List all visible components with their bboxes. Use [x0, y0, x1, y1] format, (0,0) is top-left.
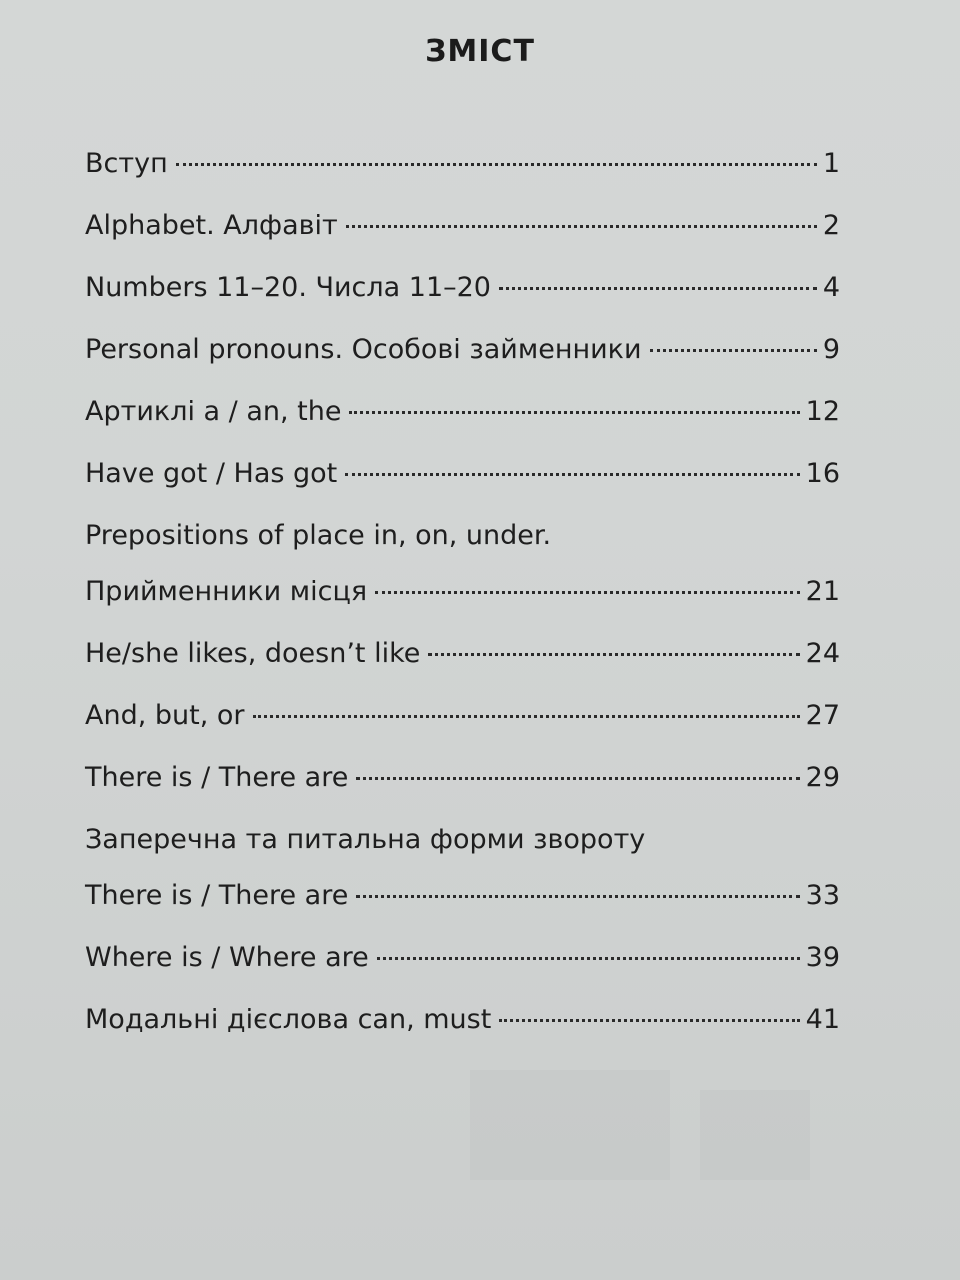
dot-leader	[345, 473, 799, 476]
toc-entry	[85, 942, 840, 986]
toc-entry	[85, 334, 840, 378]
toc-entry-page: 21	[805, 576, 840, 607]
toc-entry	[85, 880, 840, 924]
toc-entry-title: Prepositions of place in, on, under.	[85, 520, 552, 551]
toc-entry	[85, 762, 840, 806]
dot-leader	[375, 591, 799, 594]
toc-entry-title: Модальні дієслова can, must	[85, 1004, 492, 1035]
dot-leader	[499, 287, 817, 290]
dot-leader	[650, 349, 817, 352]
toc-entry-title: Артиклі a / an, the	[85, 396, 342, 427]
toc-entry-page: 12	[805, 396, 840, 427]
toc-entry-title: Прийменники місця	[85, 576, 368, 607]
bleed-through-block	[700, 1090, 810, 1180]
dot-leader	[346, 225, 817, 228]
dot-leader	[349, 411, 799, 414]
toc-entry-page: 2	[822, 210, 840, 241]
toc-entry	[85, 576, 840, 620]
toc-entry-title: Personal pronouns. Особові займенники	[85, 334, 642, 365]
toc-entry-title: Заперечна та питальна форми звороту	[85, 824, 646, 855]
toc-entry	[85, 1004, 840, 1048]
toc-entry-page: 24	[805, 638, 840, 669]
toc-entry-title: Alphabet. Алфавіт	[85, 210, 338, 241]
toc-entry	[85, 638, 840, 682]
bleed-through-block	[470, 1070, 670, 1180]
toc-entry-heading	[85, 520, 840, 564]
dot-leader	[377, 957, 800, 960]
toc-entry-page: 16	[805, 458, 840, 489]
toc-entry-title: There is / There are	[85, 762, 349, 793]
dot-leader	[356, 777, 799, 780]
toc-entry-page: 41	[805, 1004, 840, 1035]
toc-entry-title: Numbers 11–20. Числа 11–20	[85, 272, 491, 303]
dot-leader	[356, 895, 799, 898]
toc-entry-title: Have got / Has got	[85, 458, 338, 489]
dot-leader	[428, 653, 799, 656]
toc-entry-page: 9	[822, 334, 840, 365]
dot-leader	[176, 163, 817, 166]
toc-entry-page: 4	[822, 272, 840, 303]
toc-entry	[85, 458, 840, 502]
toc-entry-title: There is / There are	[85, 880, 349, 911]
toc-entry	[85, 700, 840, 744]
toc-entry	[85, 396, 840, 440]
dot-leader	[499, 1019, 799, 1022]
toc-entry-title: And, but, or	[85, 700, 245, 731]
toc-entry-page: 27	[805, 700, 840, 731]
toc-entry	[85, 148, 840, 192]
toc-entry-page: 39	[805, 942, 840, 973]
toc-entry-heading	[85, 824, 840, 868]
toc-entry	[85, 210, 840, 254]
toc-entry-page: 29	[805, 762, 840, 793]
toc-entry-title: He/she likes, doesn’t like	[85, 638, 421, 669]
toc-entry-page: 1	[822, 148, 840, 179]
toc-entry-title: Вступ	[85, 148, 168, 179]
toc-entry	[85, 272, 840, 316]
toc-entry-page: 33	[805, 880, 840, 911]
toc-entry-title: Where is / Where are	[85, 942, 369, 973]
page-title: ЗМІСТ	[425, 34, 535, 69]
dot-leader	[253, 715, 800, 718]
